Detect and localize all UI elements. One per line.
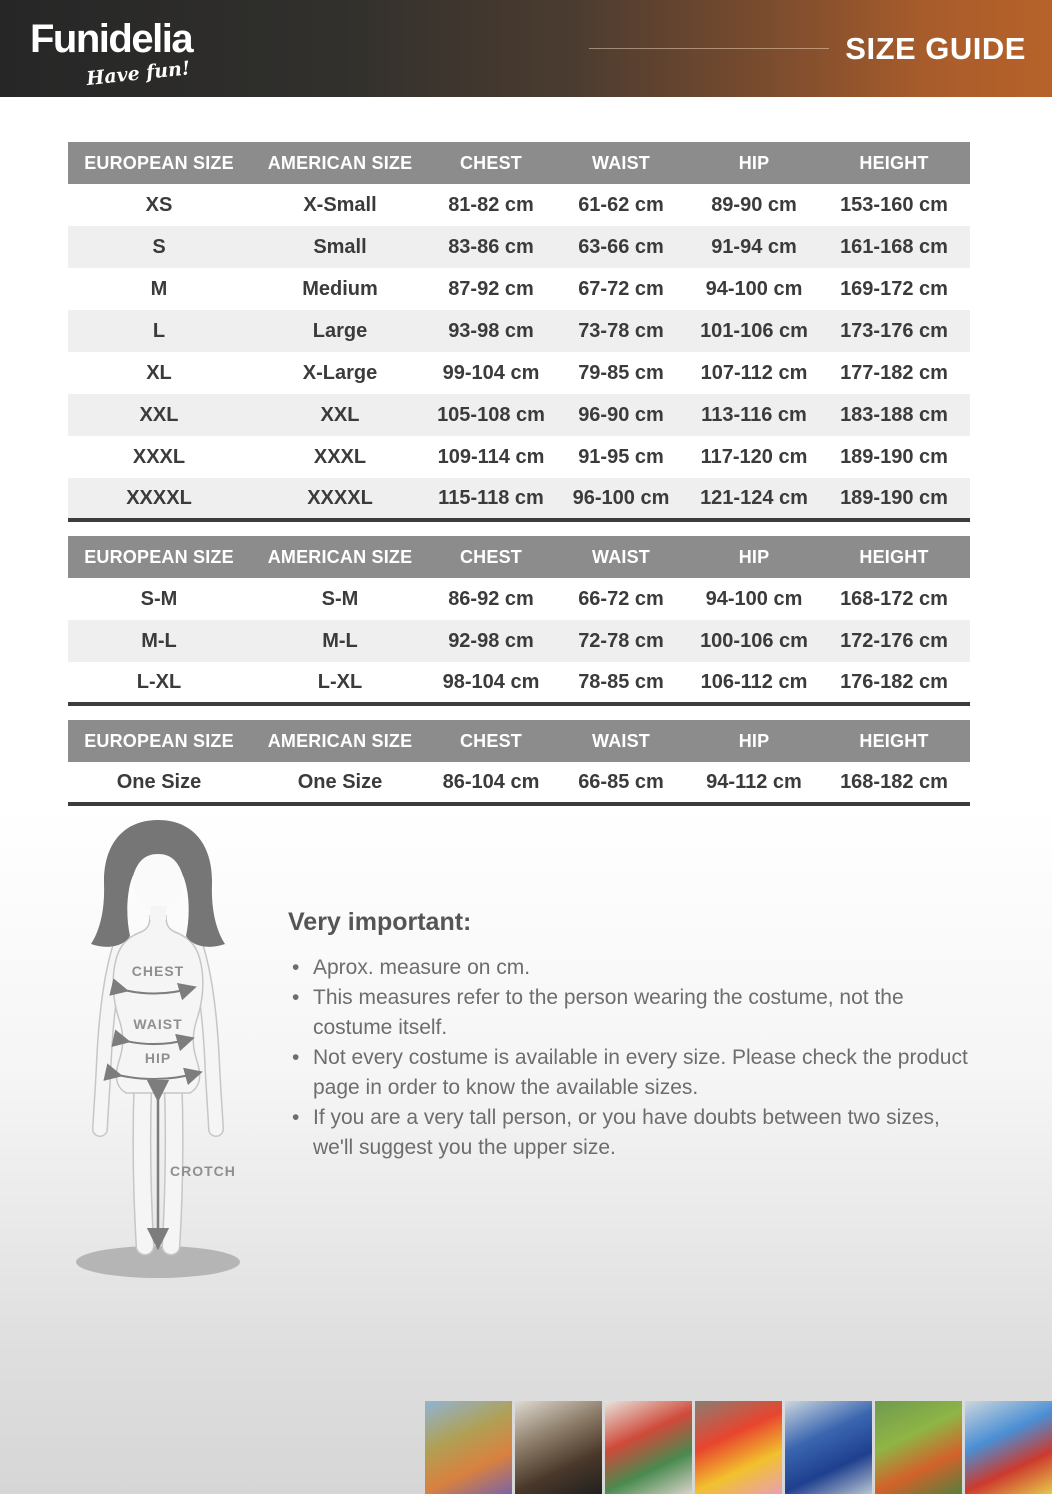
table-cell: 172-176 cm [818,620,970,662]
logo-tagline: Have fun! [85,56,192,90]
table-cell: XXXL [132,445,186,468]
column-header-hip: HIP [690,142,818,184]
figure-chest-label: CHEST [131,963,185,979]
table-cell: 94-100 cm [705,587,803,610]
table-cell: 87-92 cm [448,277,534,300]
table-row [68,662,970,704]
column-header-chest: CHEST [430,720,552,762]
table-row [68,352,970,394]
table-cell: 99-104 cm [442,361,540,384]
table-cell: Medium [302,277,378,300]
notes-heading: Very important: [288,908,472,936]
column-header-american-size: AMERICAN SIZE [250,142,430,184]
table-row [68,226,970,268]
table-cell: 81-82 cm [448,193,534,216]
body-measurement-figure [58,814,258,1296]
table-cell: 66-72 cm [578,587,664,610]
figure-waist-label: WAIST [133,1016,183,1032]
table-cell: 121-124 cm [690,478,818,520]
table-cell: L [68,310,250,352]
note-bullet: • Not every costume is available in every size. Please check the product page in order to know the available sizes. [288,1043,984,1103]
table-cell: 161-168 cm [818,226,970,268]
table-cell: 96-100 cm [552,478,690,520]
logo-wordmark: Funidelia [30,16,193,61]
table-row [68,394,970,436]
table-cell: 98-104 cm [442,670,540,693]
column-header-american-size: AMERICAN SIZE [250,536,430,578]
table-cell: 61-62 cm [578,193,664,216]
note-bullet: • If you are a very tall person, or you have doubts between two sizes, we'll suggest you the upper size. [288,1103,984,1163]
notes-block [288,908,984,1163]
table-cell: 67-72 cm [578,277,664,300]
table-cell: 63-66 cm [552,226,690,268]
table-cell: L-XL [136,670,182,693]
table-cell: 176-182 cm [840,670,948,693]
column-header-chest: CHEST [430,142,552,184]
costume-photo-master-roshi [425,1401,512,1494]
table-cell: 113-116 cm [690,394,818,436]
costume-photo-pacman-ghosts [695,1401,782,1494]
notes-list [288,953,984,1163]
table-cell: 101-106 cm [690,310,818,352]
column-header-waist: WAIST [552,720,690,762]
table-cell: 115-118 cm [430,478,552,520]
table-cell: 83-86 cm [430,226,552,268]
table-cell: 177-182 cm [840,361,948,384]
table-cell: Small [250,226,430,268]
table-cell: X-Large [302,361,378,384]
figure-hip-label: HIP [144,1050,172,1066]
column-header-height: HEIGHT [818,536,970,578]
table-cell: 96-90 cm [552,394,690,436]
column-header-european-size: EUROPEAN SIZE [68,536,250,578]
table-cell: XXL [68,394,250,436]
table-cell: S-M [321,587,359,610]
funidelia-logo [30,16,193,90]
column-header-hip: HIP [690,720,818,762]
table-row [68,620,970,662]
table-row [68,478,970,520]
table-cell: XL [146,361,172,384]
table-cell: 92-98 cm [430,620,552,662]
page-title: SIZE GUIDE [845,30,1026,66]
figure-crotch-label: CROTCH [170,1163,236,1179]
figure-floor-shadow [76,1246,240,1278]
info-section [0,806,1052,1494]
table-cell: 117-120 cm [700,445,808,468]
table-cell: 93-98 cm [430,310,552,352]
column-header-european-size: EUROPEAN SIZE [68,720,250,762]
column-header-chest: CHEST [430,536,552,578]
costume-photo-blanka [875,1401,962,1494]
table-cell: 94-112 cm [706,770,802,793]
table-cell: S [68,226,250,268]
table-cell: 173-176 cm [818,310,970,352]
costume-photo-strip [425,1401,1052,1494]
table-cell: 105-108 cm [430,394,552,436]
costume-photo-star-wars-chewbacca [515,1401,602,1494]
note-bullet: • Aprox. measure on cm. [288,953,984,983]
table-row [68,436,970,478]
table-cell: XXXL [313,445,367,468]
table-cell: XXL [250,394,430,436]
table-cell: 168-182 cm [840,770,948,793]
figure-torso [113,916,203,1093]
table-cell: 91-95 cm [578,445,664,468]
table-cell: 189-190 cm [818,478,970,520]
costume-photo-pj-masks-catboy [785,1401,872,1494]
adult-sizes-table [68,142,970,522]
column-header-height: HEIGHT [818,142,970,184]
table-cell: M [150,277,168,300]
table-cell: 107-112 cm [700,361,808,384]
table-cell: 86-92 cm [448,587,534,610]
table-row [68,578,970,620]
combined-sizes-table [68,536,970,706]
table-cell: Large [250,310,430,352]
table-cell: One Size [116,770,202,793]
header-banner [0,0,1052,97]
one-size-table [68,720,970,806]
table-cell: 169-172 cm [840,277,948,300]
table-cell: 94-100 cm [705,277,803,300]
table-cell: 79-85 cm [578,361,664,384]
table-cell: XXXXL [250,478,430,520]
table-cell: XXXXL [68,478,250,520]
table-cell: 78-85 cm [578,670,664,693]
column-header-european-size: EUROPEAN SIZE [68,142,250,184]
table-row [68,184,970,226]
table-cell: 66-85 cm [578,770,664,793]
table-cell: 100-106 cm [690,620,818,662]
table-cell: L-XL [317,670,363,693]
header-right [589,31,1026,67]
table-header-row [68,142,970,184]
size-tables-section [0,97,1052,806]
column-header-american-size: AMERICAN SIZE [250,720,430,762]
table-cell: 89-90 cm [711,193,797,216]
column-header-height: HEIGHT [818,720,970,762]
table-cell: 73-78 cm [552,310,690,352]
table-cell: 109-114 cm [437,445,545,468]
table-cell: 168-172 cm [840,587,948,610]
column-header-hip: HIP [690,536,818,578]
column-header-waist: WAIST [552,142,690,184]
column-header-waist: WAIST [552,536,690,578]
table-cell: One Size [297,770,383,793]
table-cell: M-L [68,620,250,662]
table-row [68,268,970,310]
table-cell: X-Small [303,193,377,216]
table-cell: 183-188 cm [818,394,970,436]
table-cell: 189-190 cm [840,445,948,468]
table-row [68,762,970,804]
note-bullet: • This measures refer to the person wearing the costume, not the costume itself. [288,983,984,1043]
header-divider-line [589,48,829,49]
costume-photo-smurfs-family [965,1401,1052,1494]
table-cell: 106-112 cm [700,670,808,693]
table-cell: S-M [140,587,178,610]
table-cell: XS [145,193,173,216]
table-cell: 86-104 cm [442,770,540,793]
table-header-row [68,720,970,762]
table-header-row [68,536,970,578]
costume-photo-power-rangers [605,1401,692,1494]
table-cell: 72-78 cm [552,620,690,662]
table-cell: 153-160 cm [840,193,948,216]
table-cell: M-L [250,620,430,662]
table-row [68,310,970,352]
table-cell: 91-94 cm [690,226,818,268]
